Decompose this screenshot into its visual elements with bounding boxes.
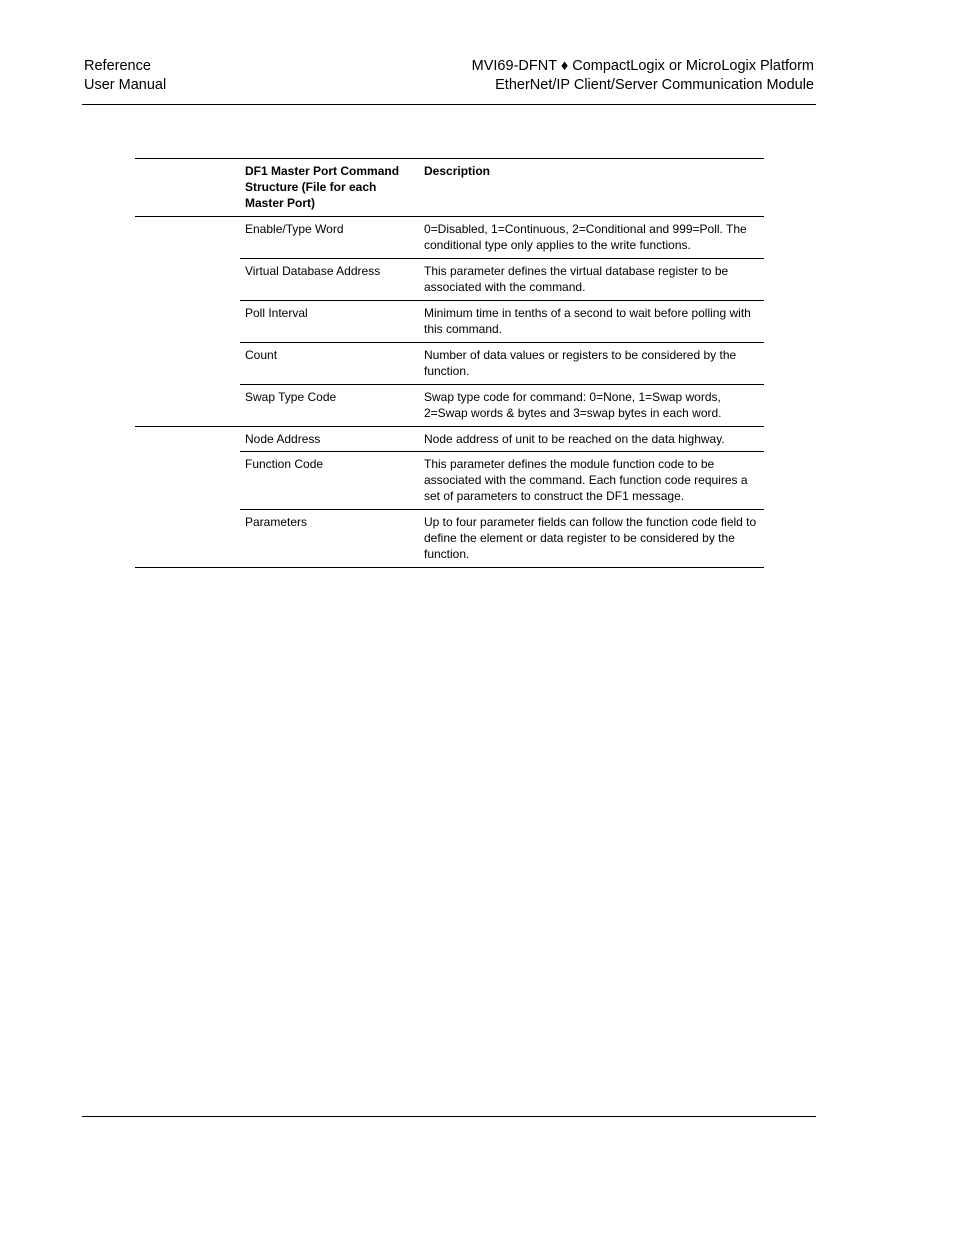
table-row [135, 385, 764, 427]
table-header-blank [135, 159, 240, 217]
field-description: Up to four parameter fields can follow the function code field to define the element or data register to be considered by the function. [419, 510, 764, 568]
table-header-field: DF1 Master Port Command Structure (File for each Master Port) [245, 164, 400, 210]
field-name: Parameters [240, 510, 419, 568]
table-row [135, 301, 764, 343]
field-name: Count [240, 343, 419, 385]
field-name: Enable/Type Word [240, 217, 419, 259]
table-header-description: Description [424, 164, 491, 178]
field-name: Swap Type Code [240, 385, 419, 427]
field-name: Virtual Database Address [240, 259, 419, 301]
field-description: This parameter defines the module function code to be associated with the command. Each function code requires a set of parameters to construct the DF1 message. [419, 452, 764, 510]
table-header-row [135, 159, 764, 217]
header-doc-type: User Manual [84, 77, 167, 93]
header-right [472, 57, 814, 95]
field-description: Number of data values or registers to be considered by the function. [419, 343, 764, 385]
field-description: This parameter defines the virtual database register to be associated with the command. [419, 259, 764, 301]
field-name: Poll Interval [240, 301, 419, 343]
header-left [84, 57, 166, 95]
table-row [135, 427, 764, 452]
header-section: Reference [84, 58, 151, 74]
header-divider [82, 104, 816, 105]
table-row [135, 217, 764, 259]
field-name: Node Address [240, 427, 419, 452]
field-description: Swap type code for command: 0=None, 1=Swap words, 2=Swap words & bytes and 3=swap bytes in each word. [419, 385, 764, 427]
field-description: Node address of unit to be reached on the data highway. [419, 427, 764, 452]
field-description: Minimum time in tenths of a second to wait before polling with this command. [419, 301, 764, 343]
footer-divider [82, 1116, 816, 1117]
table-row [135, 452, 764, 510]
header-product: MVI69-DFNT ♦ CompactLogix or MicroLogix Platform [471, 58, 814, 74]
command-structure-table [135, 158, 764, 568]
table-row [135, 259, 764, 301]
table-row [135, 510, 764, 568]
table-row [135, 343, 764, 385]
field-description: 0=Disabled, 1=Continuous, 2=Conditional and 999=Poll. The conditional type only applies to the write functions. [419, 217, 764, 259]
header-module: EtherNet/IP Client/Server Communication Module [495, 77, 814, 93]
field-name: Function Code [240, 452, 419, 510]
